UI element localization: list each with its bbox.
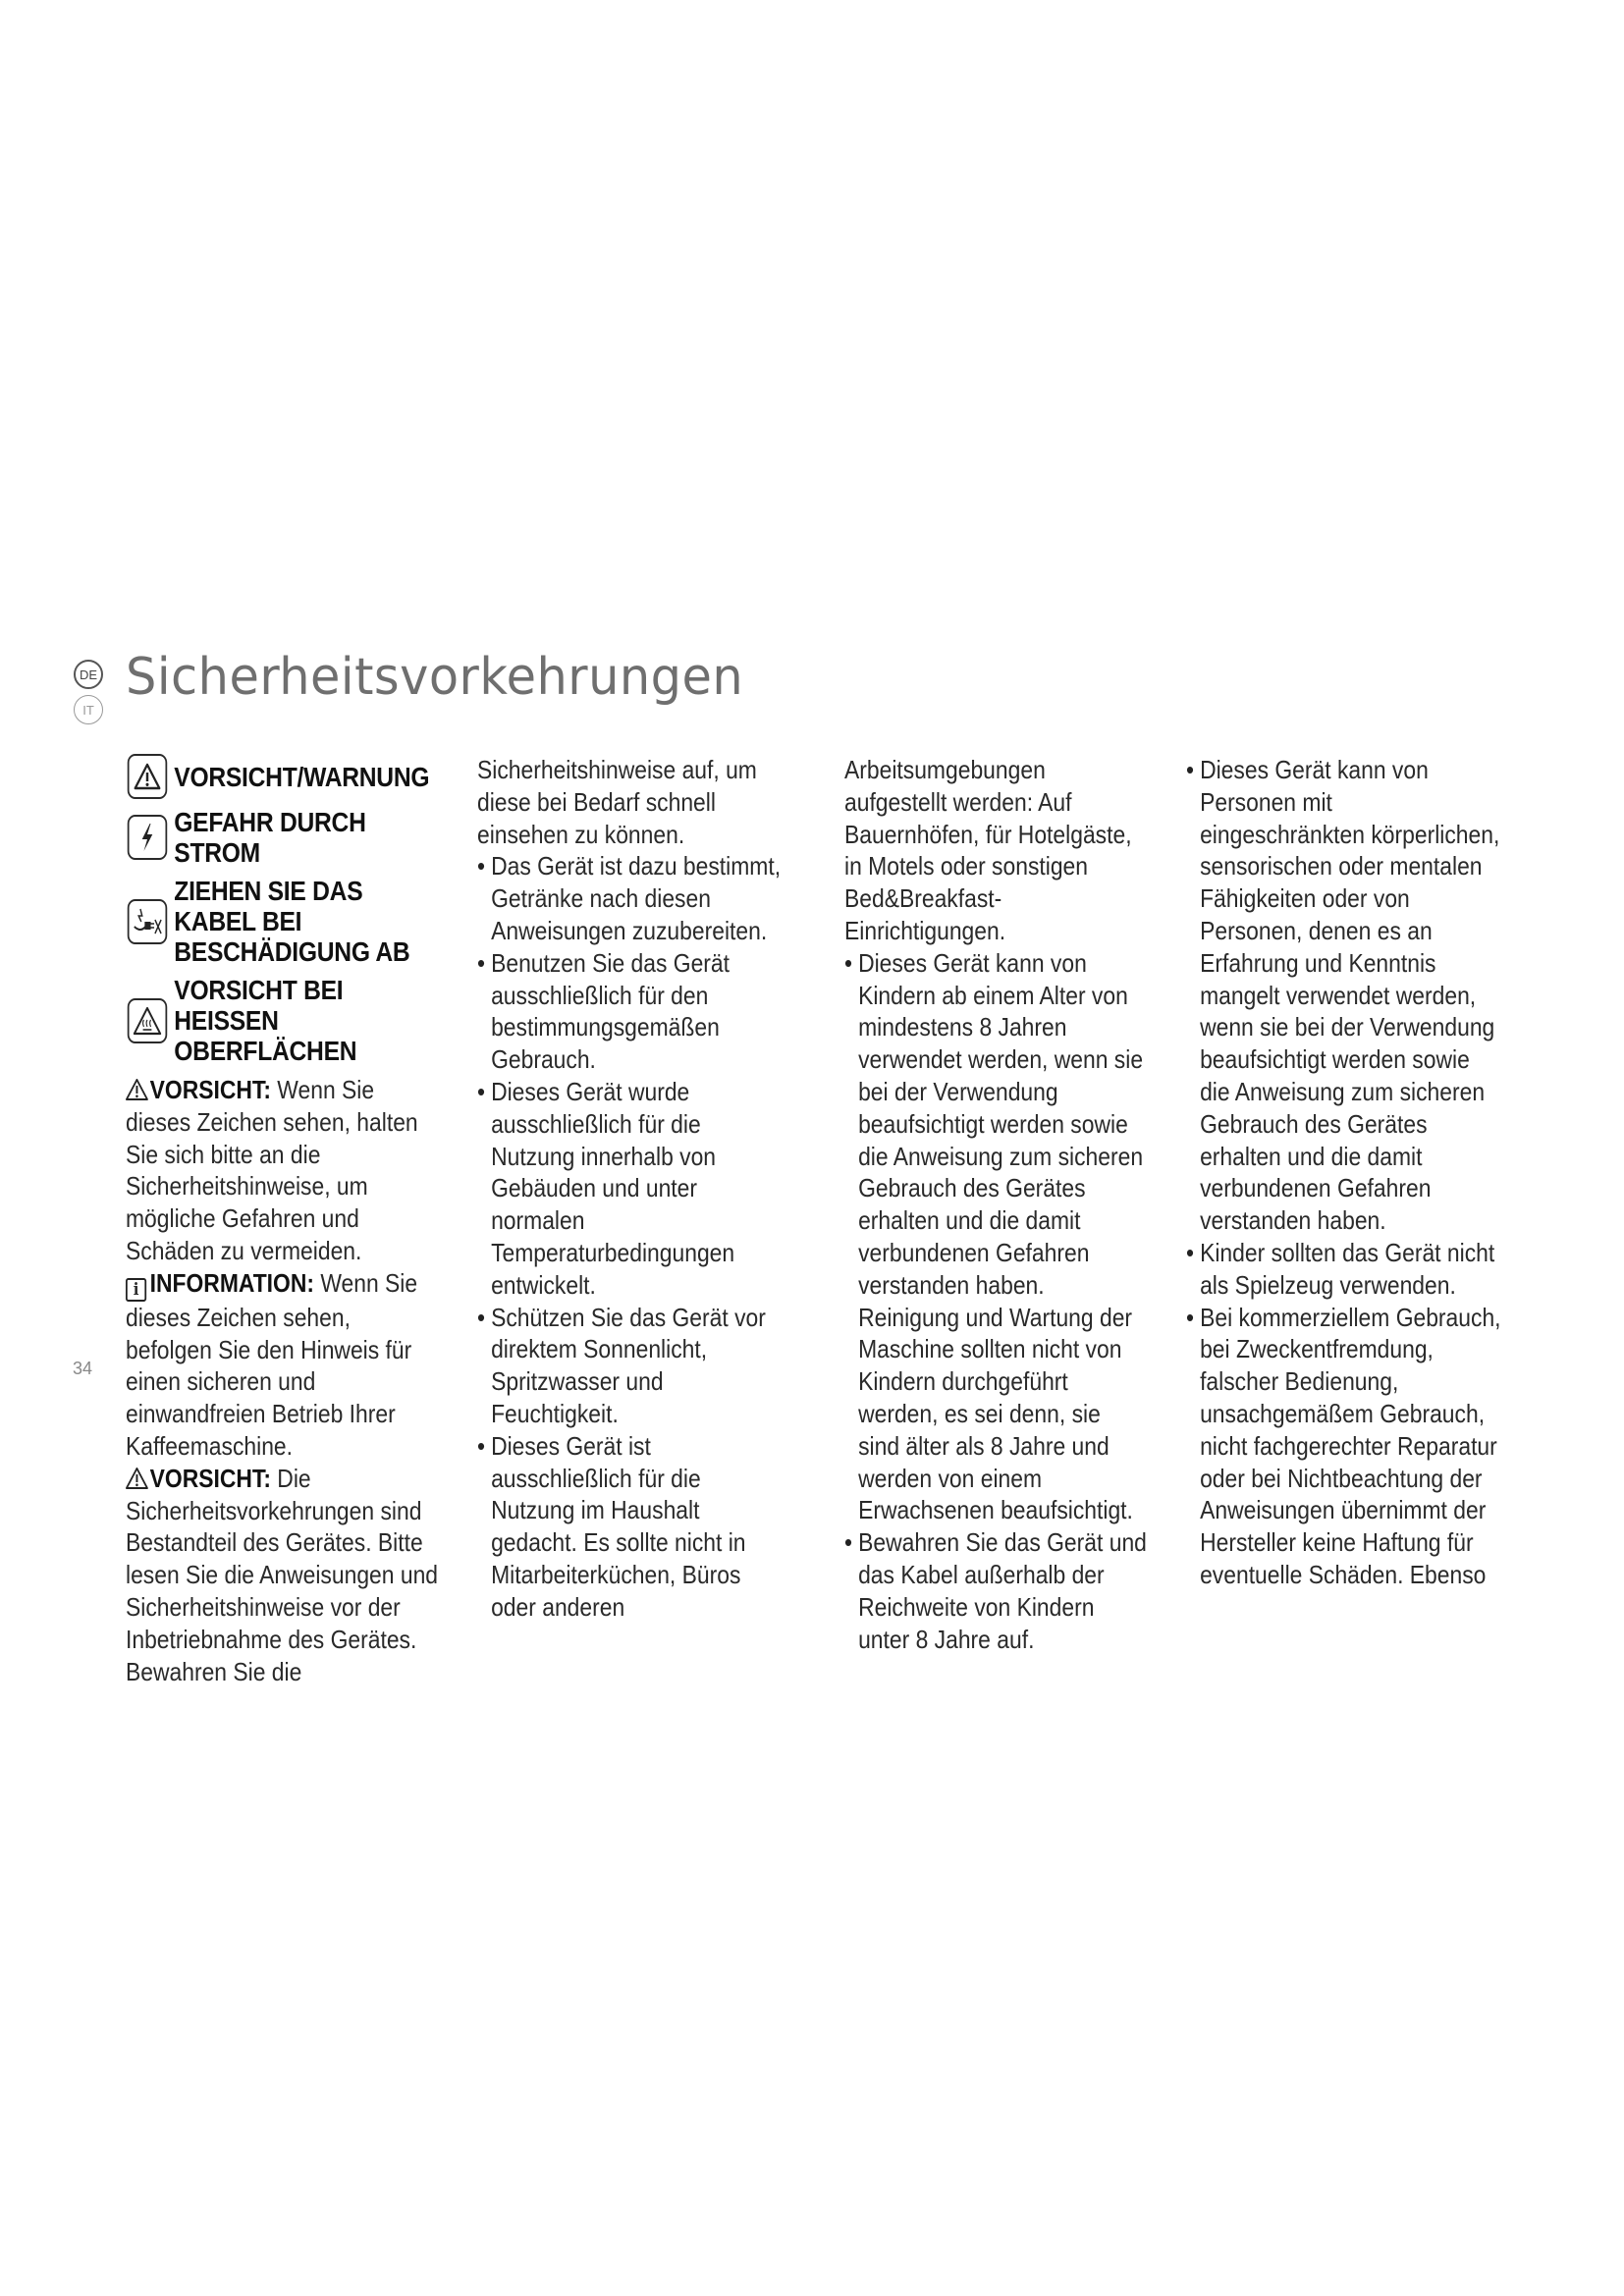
list-item: • Kinder sollten das Gerät nicht als Spielzeug verwenden. [1186,1237,1502,1302]
info-icon: i [126,1278,146,1302]
warning-triangle-icon [128,754,167,799]
legend-label-hot-surface: VORSICHT BEI HEISSEN OBERFLÄCHEN [174,975,357,1066]
caution-text: Wenn Sie dieses Zeichen sehen, halten Sie sich bitte an die Sicherheitshinweise, um mögliche Gefahren und Schäden zu vermeiden. [126,1075,418,1265]
legend-label-warning: VORSICHT/WARNUNG [174,761,430,792]
list-item: • Schützen Sie das Gerät vor direktem Sonnenlicht, Spritzwasser und Feuchtigkeit. [477,1302,785,1430]
hot-surface-icon [128,998,167,1043]
list-item: • Bei kommerziellem Gebrauch, bei Zweckentfremdung, falscher Bedienung, unsachgemäßem Gebrauch, nicht fachgerechter Reparatur oder bei Nichtbeachtung der Anweisungen übernimmt der Hersteller keine Haftung für eventuelle Schäden. Ebenso [1186,1302,1502,1591]
caution-text: Die Sicherheitsvorkehrungen sind Bestandteil des Gerätes. Bitte lesen Sie die Anweisungen und Sicherheitshinweise vor der Inbetriebnahme des Gerätes. Bewahren Sie die [126,1463,439,1686]
page-title: Sicherheitsvorkehrungen [126,648,744,707]
legend-item-unplug [128,876,441,967]
legend-item-hot-surface [128,975,441,1066]
language-badge-it: IT [74,695,103,724]
page-number: 34 [73,1359,93,1378]
bullet-list [1186,754,1502,1591]
legend-label-electric: GEFAHR DURCH STROM [174,807,366,868]
caution-paragraph-2 [126,1463,440,1688]
electric-shock-icon [128,815,167,860]
column-2 [477,754,785,1624]
list-item: • Dieses Gerät wurde ausschließlich für die Nutzung innerhalb von Gebäuden und unter normalen Temperaturbedingungen entwickelt. [477,1076,785,1302]
list-item: • Dieses Gerät ist ausschließlich für die Nutzung im Haushalt gedacht. Es sollte nicht in Mitarbeiterküchen, Büros oder anderen [477,1430,785,1624]
legend-item-warning [128,754,441,799]
list-item: • Benutzen Sie das Gerät ausschließlich für den bestimmungsgemäßen Gebrauch. [477,947,785,1076]
column-3-intro: Arbeitsumgebungen aufgestellt werden: Auf Bauernhöfen, für Hotelgäste, in Motels oder sonstigen Bed&Breakfast-Einrichtigungen. [844,755,1132,945]
list-item: • Dieses Gerät kann von Kindern ab einem Alter von mindestens 8 Jahren verwendet werden, wenn sie bei der Verwendung beaufsichtigt werden sowie die Anweisung zum sicheren Gebrauch des Gerätes erhalten und die damit verbundenen Gefahren verstanden haben. Reinigung und Wartung der Maschine sollten nicht von Kindern durchgeführt werden, es sei denn, sie sind älter als 8 Jahre und werden von einem Erwachsenen beaufsichtigt. [844,947,1147,1526]
warning-triangle-icon [126,1468,148,1489]
column-4 [1186,754,1502,1591]
column-1 [126,754,440,1687]
caution-lead: VORSICHT: [149,1075,271,1104]
list-item: • Bewahren Sie das Gerät und das Kabel außerhalb der Reichweite von Kindern unter 8 Jahre auf. [844,1526,1147,1655]
unplug-cable-icon [128,899,167,944]
bullet-list [844,947,1147,1656]
column-2-intro: Sicherheitshinweise auf, um diese bei Bedarf schnell einsehen zu können. [477,755,757,849]
language-selector [74,660,109,730]
legend-item-electric [128,807,441,868]
info-text: Wenn Sie dieses Zeichen sehen, befolgen Sie den Hinweis für einen sicheren und einwandfreien Betrieb Ihrer Kaffeemaschine. [126,1267,418,1461]
legend-label-unplug: ZIEHEN SIE DAS KABEL BEI BESCHÄDIGUNG AB [174,876,410,967]
info-paragraph [126,1267,440,1463]
bullet-list [477,850,785,1623]
info-lead: INFORMATION: [149,1267,314,1298]
list-item: • Das Gerät ist dazu bestimmt, Getränke nach diesen Anweisungen zuzubereiten. [477,850,785,946]
list-item: • Dieses Gerät kann von Personen mit eingeschränkten körperlichen, sensorischen oder mentalen Fähigkeiten oder von Personen, denen es an Erfahrung und Kenntnis mangelt verwendet werden, wenn sie bei der Verwendung beaufsichtigt werden sowie die Anweisung zum sicheren Gebrauch des Gerätes erhalten und die damit verbundenen Gefahren verstanden haben. [1186,754,1502,1237]
caution-paragraph-1 [126,1074,440,1267]
caution-lead: VORSICHT: [149,1463,271,1493]
column-3 [844,754,1147,1655]
language-badge-de: DE [74,660,103,689]
warning-triangle-icon [126,1079,148,1100]
